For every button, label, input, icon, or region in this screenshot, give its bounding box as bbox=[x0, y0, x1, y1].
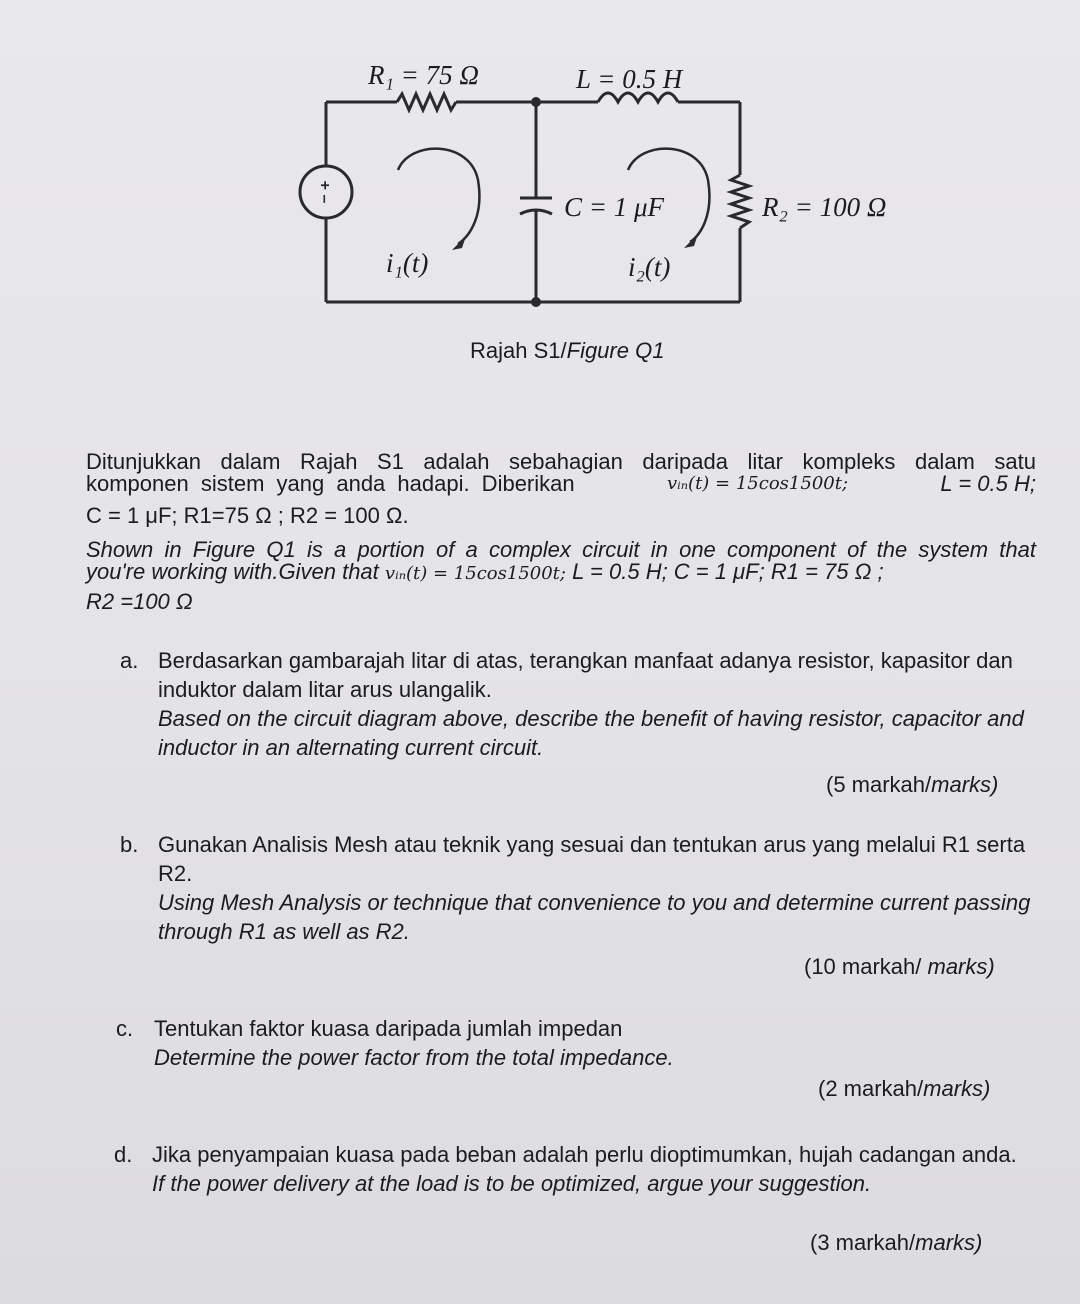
marks-english: marks) bbox=[931, 772, 999, 797]
source-polarity: + – bbox=[316, 180, 333, 204]
marks-a bbox=[826, 772, 998, 798]
marks-malay: (3 markah/ bbox=[810, 1230, 916, 1255]
arrowhead bbox=[452, 236, 466, 250]
r2-label: R₂ = 100 Ω bbox=[762, 192, 887, 222]
question-malay: Tentukan faktor kuasa daripada jumlah impedan bbox=[154, 1016, 623, 1041]
question-malay: Berdasarkan gambarajah litar di atas, terangkan manfaat adanya resistor, kapasitor dan induktor dalam litar arus ulangalik. bbox=[158, 648, 1013, 702]
question-letter: b. bbox=[120, 832, 139, 857]
marks-malay: (10 markah/ bbox=[804, 954, 928, 979]
intro-malay-text: komponen sistem yang anda hadapi. Diberikan bbox=[86, 471, 575, 496]
question-english: Determine the power factor from the total impedance. bbox=[154, 1045, 674, 1070]
junction-dot bbox=[531, 97, 541, 107]
r1-label: R₁ = 75 Ω bbox=[368, 60, 479, 90]
arrowhead bbox=[684, 234, 698, 248]
intro-malay-line-3: C = 1 μF; R1=75 Ω ; R2 = 100 Ω. bbox=[86, 503, 409, 528]
question-c bbox=[116, 1014, 1031, 1072]
junction-dot bbox=[531, 297, 541, 307]
marks-c bbox=[818, 1076, 990, 1102]
intro-english-line-2 bbox=[86, 560, 1036, 586]
resistor-r1-symbol bbox=[397, 94, 456, 110]
intro-english-line-3: R2 =100 Ω bbox=[86, 589, 193, 614]
marks-english: marks) bbox=[923, 1076, 991, 1101]
given-values: L = 0.5 H; C = 1 μF; R1 = 75 Ω ; bbox=[572, 559, 884, 584]
question-letter: d. bbox=[114, 1142, 133, 1167]
caption-malay: Rajah S1/ bbox=[470, 338, 567, 363]
question-letter: a. bbox=[120, 648, 139, 673]
inductance-value: L = 0.5 H; bbox=[940, 471, 1036, 496]
inductor-label: L = 0.5 H bbox=[576, 64, 683, 94]
i1-label: i₁(t) bbox=[386, 248, 429, 278]
marks-english: marks) bbox=[927, 954, 995, 979]
capacitor-label: C = 1 μF bbox=[564, 192, 665, 222]
question-a bbox=[120, 646, 1035, 762]
vin-equation-en: vᵢₙ(t) = 15cos1500t; bbox=[384, 563, 566, 584]
mesh-current-arrow-i1 bbox=[398, 149, 479, 244]
marks-malay: (5 markah/ bbox=[826, 772, 932, 797]
question-english: Based on the circuit diagram above, describe the benefit of having resistor, capacitor and inductor in an alternating current circuit. bbox=[158, 706, 1024, 760]
marks-english: marks) bbox=[915, 1230, 983, 1255]
inductor-symbol bbox=[598, 93, 678, 102]
vin-equation: vᵢₙ(t) = 15cos1500t; bbox=[666, 473, 849, 494]
question-b bbox=[120, 830, 1035, 946]
intro-malay-line-2 bbox=[86, 472, 1036, 496]
question-english: If the power delivery at the load is to be optimized, argue your suggestion. bbox=[152, 1171, 872, 1196]
question-english: Using Mesh Analysis or technique that convenience to you and determine current passing through R1 as well as R2. bbox=[158, 890, 1031, 944]
circuit-diagram bbox=[0, 0, 1080, 330]
marks-b bbox=[804, 954, 995, 980]
question-letter: c. bbox=[116, 1016, 134, 1041]
question-malay: Gunakan Analisis Mesh atau teknik yang sesuai dan tentukan arus yang melalui R1 serta R2. bbox=[158, 832, 1026, 886]
caption-english: Figure Q1 bbox=[566, 338, 665, 363]
intro-malay-line-1: Ditunjukkan dalam Rajah S1 adalah sebahagian daripada litar kompleks dalam satu bbox=[86, 449, 1036, 474]
intro-english-text: you're working with.Given that bbox=[86, 559, 379, 584]
i2-label: i₂(t) bbox=[628, 252, 671, 282]
marks-d bbox=[810, 1230, 982, 1256]
resistor-r2-symbol bbox=[731, 175, 749, 228]
question-d bbox=[114, 1140, 1029, 1198]
figure-caption bbox=[470, 338, 664, 364]
intro-english-line-1: Shown in Figure Q1 is a portion of a complex circuit in one component of the system that bbox=[86, 537, 1036, 562]
question-malay: Jika penyampaian kuasa pada beban adalah perlu dioptimumkan, hujah cadangan anda. bbox=[152, 1142, 1017, 1167]
marks-malay: (2 markah/ bbox=[818, 1076, 924, 1101]
